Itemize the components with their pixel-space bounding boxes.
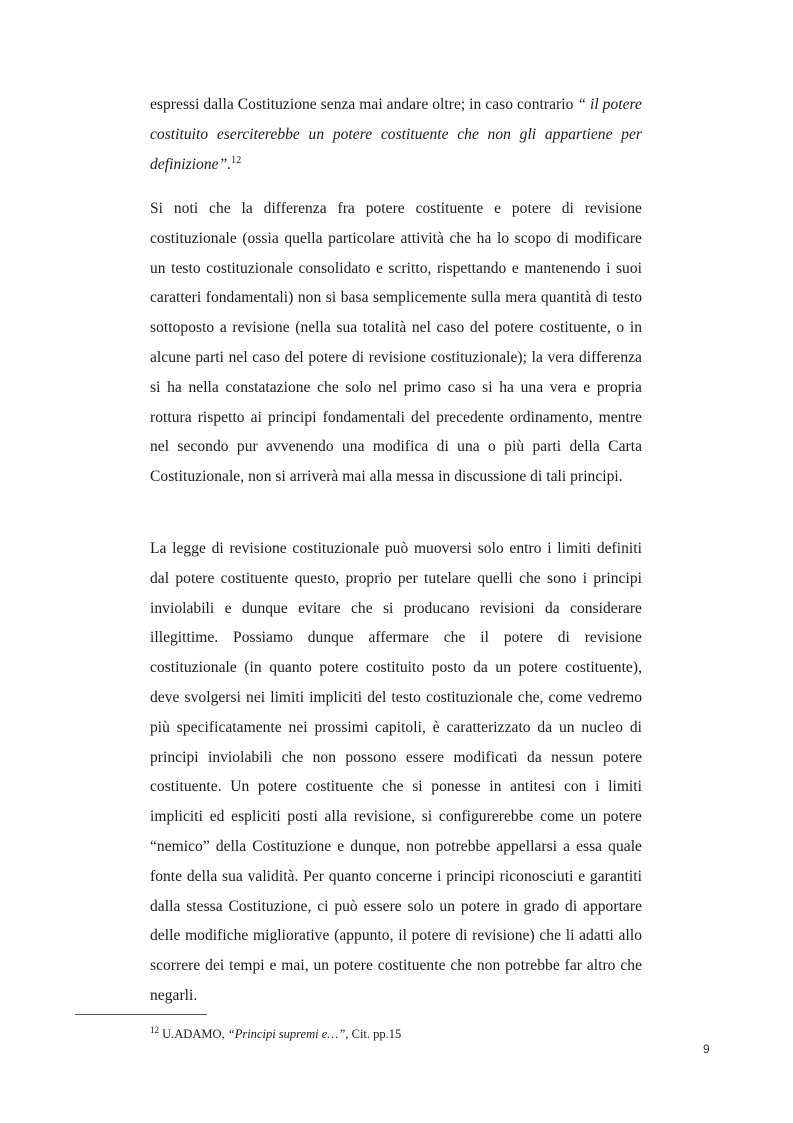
- paragraph-1-quote: “ il potere costituito eserciterebbe un potere costituente che non gli appartiene per definizione”.: [150, 96, 642, 173]
- paragraph-2: [150, 194, 642, 492]
- footnote-separator: [75, 1014, 207, 1015]
- footnote-number: 12: [150, 1024, 159, 1035]
- footnote: [150, 1024, 402, 1042]
- footnote-title: “Principi supremi e…”,: [227, 1027, 349, 1041]
- paragraph-1-text: espressi dalla Costituzione senza mai andare oltre; in caso contrario: [150, 96, 578, 113]
- paragraph-3: [150, 534, 642, 1011]
- paragraph-1: [150, 90, 642, 179]
- page-number: 9: [703, 1042, 710, 1056]
- paragraph-3-text: La legge di revisione costituzionale può muoversi solo entro i limiti definiti dal potere costituente questo, proprio per tutelare quelli che sono i principi inviolabili e dunque evitare che si producano revisioni da considerare illegittime. Possiamo dunque affermare che il potere di revisione costituzionale (in quanto potere costituito posto da un potere costituente), deve svolgersi nei limiti impliciti del testo costituzionale che, come vedremo più specificatamente nei prossimi capitoli, è caratterizzato da un nucleo di principi inviolabili che non possono essere modificati da nessun potere costituente. Un potere costituente che si ponesse in antitesi con i limiti impliciti ed espliciti posti alla revisione, si configurerebbe come un potere “nemico” della Costituzione e dunque, non potrebbe appellarsi a essa quale fonte della sua validità. Per quanto concerne i principi riconosciuti e garantiti dalla stessa Costituzione, ci può essere solo un potere in grado di apportare delle modifiche migliorative (appunto, il potere di revisione) che li adatti allo scorrere dei tempi e mai, un potere costituente che non potrebbe far altro che negarli.: [150, 540, 642, 1004]
- footnote-reference[interactable]: 12: [231, 154, 242, 166]
- footnote-citation: Cit. pp.15: [348, 1027, 402, 1041]
- paragraph-2-text: Si noti che la differenza fra potere costituente e potere di revisione costituzionale (ossia quella particolare attività che ha lo scopo di modificare un testo costituzionale consolidato e scritto, rispettando e mantenendo i suoi caratteri fondamentali) non si basa semplicemente sulla mera quantità di testo sottoposto a revisione (nella sua totalità nel caso del potere costituente, o in alcune parti nel caso del potere di revisione costituzionale); la vera differenza si ha nella constatazione che solo nel primo caso si ha una vera e propria rottura rispetto ai principi fondamentali del precedente ordinamento, mentre nel secondo pur avvenendo una modifica di una o più parti della Carta Costituzionale, non si arriverà mai alla messa in discussione di tali principi.: [150, 200, 642, 486]
- footnote-author: U.ADAMO,: [159, 1027, 228, 1041]
